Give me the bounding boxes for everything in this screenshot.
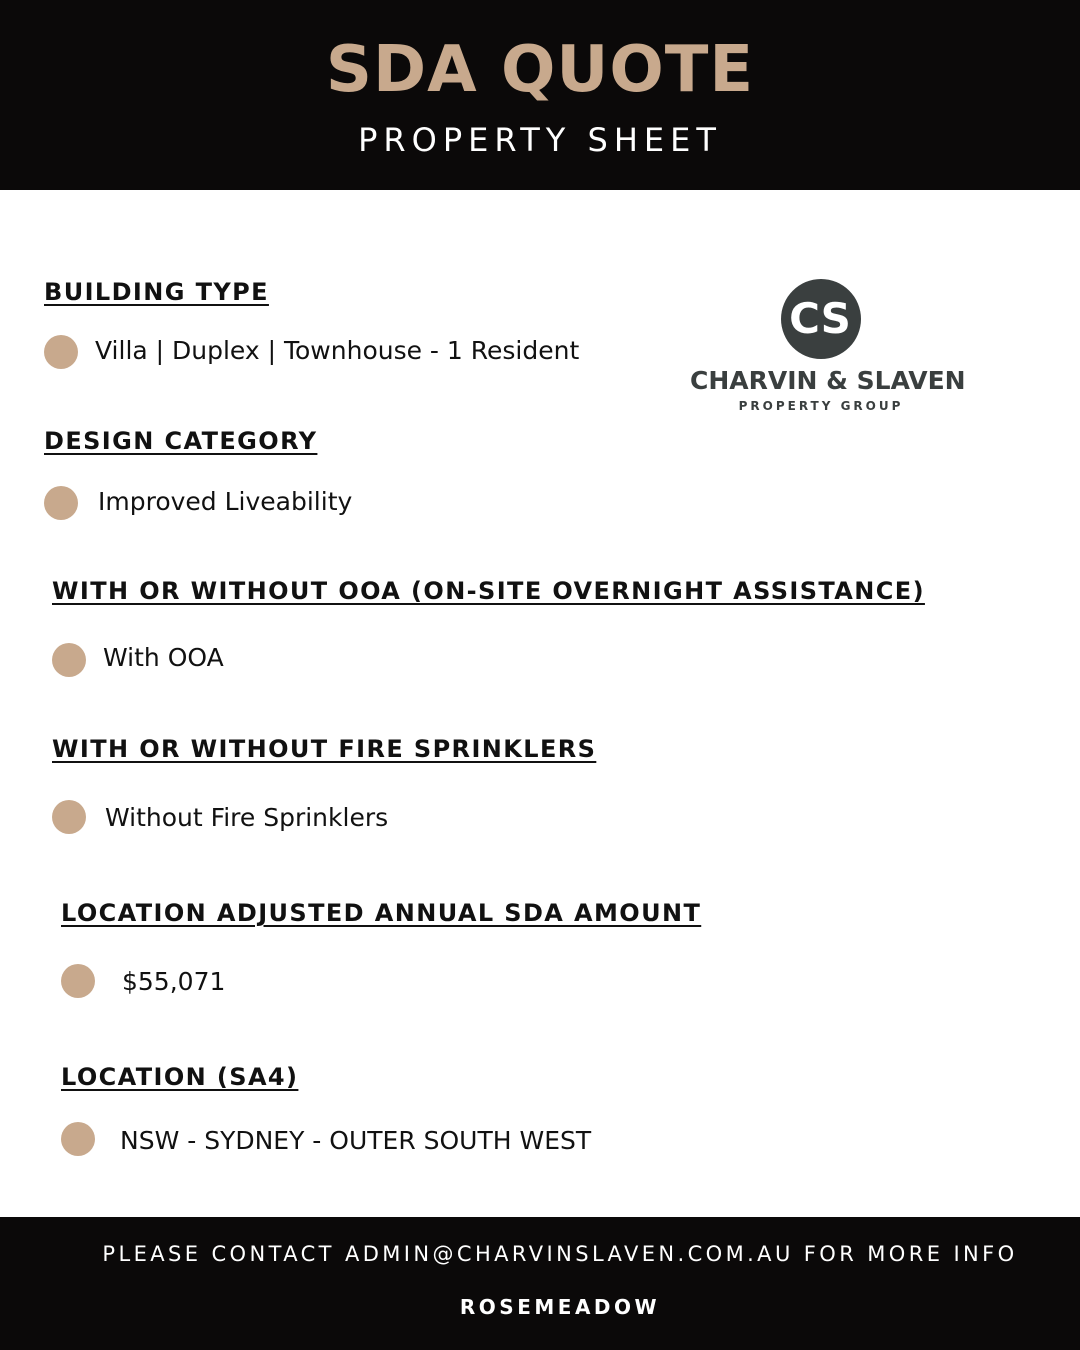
- footer-banner: [0, 1217, 1080, 1350]
- location-value: NSW - SYDNEY - OUTER SOUTH WEST: [120, 1126, 592, 1155]
- contact-text: PLEASE CONTACT ADMIN@CHARVINSLAVEN.COM.AU FOR MORE INFO: [102, 1242, 1018, 1266]
- bullet-dot: [52, 800, 86, 834]
- logo-company-name: CHARVIN & SLAVEN: [690, 366, 966, 395]
- company-logo: [690, 278, 966, 418]
- building-type-heading: BUILDING TYPE: [44, 278, 269, 306]
- page-title: SDA QUOTE: [325, 33, 755, 107]
- suburb-label: ROSEMEADOW: [459, 1295, 661, 1319]
- svg-text:CS: CS: [789, 294, 851, 343]
- fire-sprinklers-value: Without Fire Sprinklers: [105, 803, 389, 832]
- bullet-dot: [44, 486, 78, 520]
- logo-company-subtitle: PROPERTY GROUP: [738, 399, 904, 413]
- sda-amount-value: $55,071: [122, 967, 226, 996]
- design-category-heading: DESIGN CATEGORY: [44, 427, 318, 455]
- bullet-dot: [44, 335, 78, 369]
- header-banner: [0, 0, 1080, 190]
- building-type-value: Villa | Duplex | Townhouse - 1 Resident: [95, 336, 580, 365]
- page-subtitle: PROPERTY SHEET: [358, 121, 722, 159]
- bullet-dot: [52, 643, 86, 677]
- fire-sprinklers-heading: WITH OR WITHOUT FIRE SPRINKLERS: [52, 735, 597, 763]
- sda-amount-heading: LOCATION ADJUSTED ANNUAL SDA AMOUNT: [61, 899, 702, 927]
- bullet-dot: [61, 1122, 95, 1156]
- ooa-heading: WITH OR WITHOUT OOA (ON-SITE OVERNIGHT ASSISTANCE): [52, 577, 925, 605]
- cs-monogram-icon: [780, 278, 862, 360]
- ooa-value: With OOA: [103, 643, 224, 672]
- design-category-value: Improved Liveability: [98, 487, 353, 516]
- location-heading: LOCATION (SA4): [61, 1063, 299, 1091]
- bullet-dot: [61, 964, 95, 998]
